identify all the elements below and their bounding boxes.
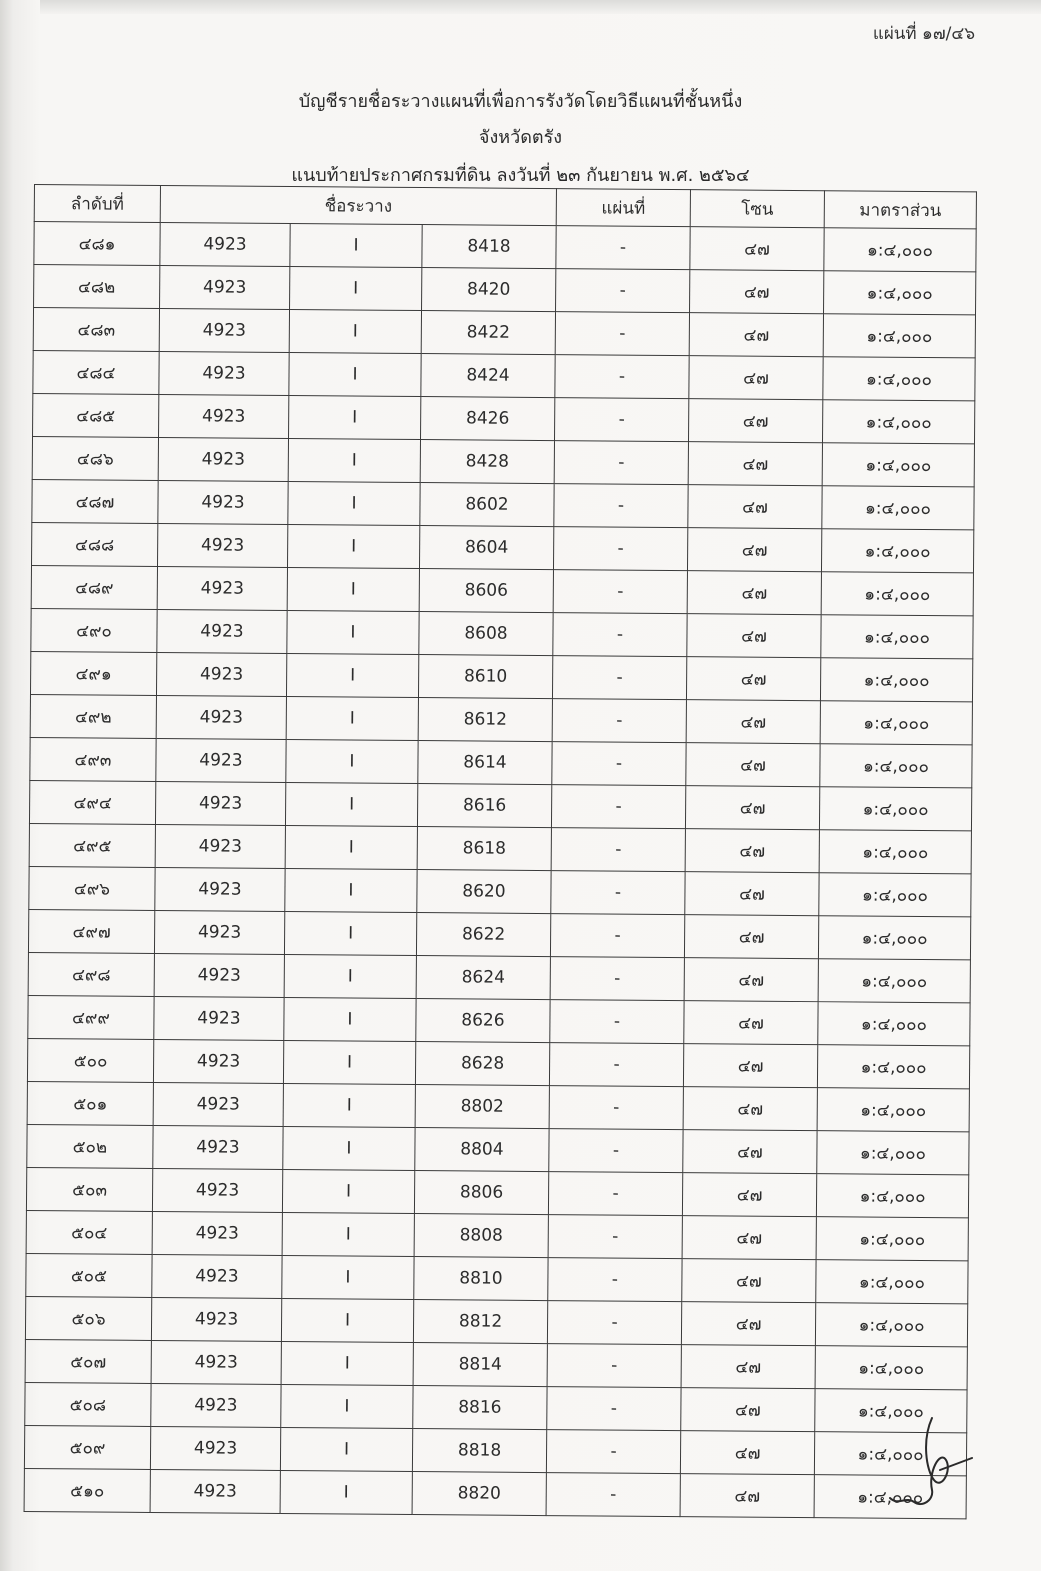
cell-seq: ๕๐๓	[26, 1167, 152, 1211]
cell-sheet-name-b: I	[290, 267, 422, 311]
cell-sheet-name-c: 8604	[419, 526, 553, 570]
cell-sheet-name-c: 8418	[422, 225, 556, 269]
cell-sheet-name-c: 8614	[418, 741, 552, 785]
cell-sheet-name-c: 8618	[417, 827, 551, 871]
cell-zone: ๔๗	[682, 1216, 816, 1260]
table-row	[26, 1167, 968, 1217]
cell-sheet: -	[555, 398, 689, 442]
cell-sheet-name-b: I	[284, 954, 416, 998]
cell-sheet: -	[555, 355, 689, 399]
cell-sheet: -	[552, 656, 686, 700]
province-title: จังหวัดตรัง	[478, 127, 563, 148]
cell-sheet-name-a: 4923	[150, 1426, 280, 1470]
cell-sheet-name-c: 8426	[421, 397, 555, 441]
cell-sheet: -	[555, 312, 689, 356]
header-scale: มาตราส่วน	[824, 191, 976, 229]
cell-sheet-name-a: 4923	[154, 910, 284, 954]
cell-sheet-name-b: I	[285, 868, 417, 912]
cell-sheet: -	[554, 441, 688, 485]
cell-sheet: -	[554, 484, 688, 528]
cell-seq: ๔๘๖	[32, 436, 158, 480]
cell-sheet-name-b: I	[286, 739, 418, 783]
cell-sheet-name-c: 8816	[413, 1386, 547, 1430]
cell-zone: ๔๗	[682, 1259, 816, 1303]
cell-zone: ๔๗	[690, 270, 824, 314]
sheet-number: แผ่นที่ ๑๗/๔๖	[872, 24, 975, 44]
cell-sheet: -	[549, 1043, 683, 1087]
cell-seq: ๔๙๑	[30, 651, 156, 695]
cell-sheet-name-a: 4923	[155, 781, 285, 825]
cell-zone: ๔๗	[681, 1302, 815, 1346]
header-sheet: แผ่นที่	[556, 189, 690, 227]
cell-scale: ๑:๔,๐๐๐	[821, 572, 973, 616]
cell-scale: ๑:๔,๐๐๐	[819, 873, 971, 917]
table-row	[34, 222, 976, 272]
cell-sheet-name-a: 4923	[151, 1383, 281, 1427]
cell-sheet-name-b: I	[282, 1255, 414, 1299]
table-row	[31, 565, 973, 615]
cell-sheet-name-b: I	[287, 568, 419, 612]
cell-sheet-name-a: 4923	[160, 265, 290, 309]
table-row	[27, 1081, 969, 1131]
table-row	[29, 866, 971, 916]
table-row	[28, 952, 970, 1002]
cell-seq: ๕๐๕	[26, 1253, 152, 1297]
cell-zone: ๔๗	[683, 1130, 817, 1174]
cell-scale: ๑:๔,๐๐๐	[817, 1088, 969, 1132]
cell-sheet-name-c: 8606	[419, 569, 553, 613]
table-row	[26, 1210, 968, 1260]
cell-sheet-name-a: 4923	[156, 738, 286, 782]
table-row	[34, 265, 976, 315]
cell-sheet-name-c: 8624	[416, 956, 550, 1000]
cell-scale: ๑:๔,๐๐๐	[814, 1475, 966, 1519]
table-row	[27, 1124, 969, 1174]
table-row	[32, 436, 974, 486]
cell-seq: ๕๐๔	[26, 1210, 152, 1254]
cell-scale: ๑:๔,๐๐๐	[815, 1346, 967, 1390]
cell-seq: ๕๐๒	[27, 1124, 153, 1168]
cell-zone: ๔๗	[681, 1345, 815, 1389]
cell-scale: ๑:๔,๐๐๐	[816, 1260, 968, 1304]
cell-seq: ๔๘๔	[33, 350, 159, 394]
cell-zone: ๔๗	[683, 1044, 817, 1088]
cell-scale: ๑:๔,๐๐๐	[819, 830, 971, 874]
cell-sheet-name-a: 4923	[151, 1340, 281, 1384]
cell-sheet-name-c: 8616	[417, 784, 551, 828]
cell-zone: ๔๗	[687, 571, 821, 615]
cell-sheet-name-c: 8626	[416, 999, 550, 1043]
cell-seq: ๔๘๑	[34, 222, 160, 266]
cell-sheet-name-b: I	[281, 1384, 413, 1428]
cell-zone: ๔๗	[680, 1431, 814, 1475]
cell-sheet: -	[548, 1215, 682, 1259]
cell-sheet-name-a: 4923	[156, 695, 286, 739]
cell-sheet: -	[556, 226, 690, 270]
cell-sheet-name-a: 4923	[154, 953, 284, 997]
cell-sheet-name-c: 8422	[421, 311, 555, 355]
cell-zone: ๔๗	[683, 1087, 817, 1131]
cell-sheet-name-c: 8420	[422, 268, 556, 312]
cell-seq: ๕๐๘	[25, 1382, 151, 1426]
cell-scale: ๑:๔,๐๐๐	[820, 744, 972, 788]
table-row	[33, 350, 975, 400]
cell-scale: ๑:๔,๐๐๐	[815, 1389, 967, 1433]
table-row	[33, 393, 975, 443]
cell-seq: ๔๘๕	[33, 393, 159, 437]
cell-zone: ๔๗	[685, 872, 819, 916]
cell-scale: ๑:๔,๐๐๐	[817, 1131, 969, 1175]
cell-zone: ๔๗	[688, 485, 822, 529]
cell-sheet-name-a: 4923	[153, 1082, 283, 1126]
cell-scale: ๑:๔,๐๐๐	[816, 1174, 968, 1218]
cell-sheet-name-c: 8602	[420, 483, 554, 527]
cell-seq: ๕๑๐	[24, 1468, 150, 1512]
cell-sheet-name-b: I	[288, 482, 420, 526]
cell-seq: ๕๐๙	[24, 1425, 150, 1469]
cell-sheet-name-c: 8810	[414, 1257, 548, 1301]
cell-seq: ๔๙๖	[29, 866, 155, 910]
cell-sheet-name-b: I	[284, 911, 416, 955]
cell-zone: ๔๗	[686, 657, 820, 701]
cell-sheet-name-b: I	[287, 525, 419, 569]
cell-scale: ๑:๔,๐๐๐	[819, 787, 971, 831]
cell-seq: ๕๐๗	[25, 1339, 151, 1383]
table-row	[31, 608, 973, 658]
table-row	[29, 780, 971, 830]
map-sheet-table	[24, 184, 977, 1519]
cell-scale: ๑:๔,๐๐๐	[814, 1432, 966, 1476]
cell-sheet-name-a: 4923	[159, 308, 289, 352]
cell-sheet-name-c: 8608	[419, 612, 553, 656]
cell-zone: ๔๗	[685, 786, 819, 830]
cell-sheet-name-c: 8806	[414, 1171, 548, 1215]
cell-seq: ๔๙๘	[28, 952, 154, 996]
cell-zone: ๔๗	[689, 313, 823, 357]
cell-sheet-name-a: 4923	[152, 1254, 282, 1298]
cell-sheet-name-a: 4923	[158, 437, 288, 481]
cell-sheet-name-a: 4923	[152, 1168, 282, 1212]
cell-sheet-name-b: I	[280, 1427, 412, 1471]
cell-sheet-name-a: 4923	[159, 394, 289, 438]
cell-sheet-name-b: I	[283, 1040, 415, 1084]
cell-seq: ๔๙๒	[30, 694, 156, 738]
cell-sheet-name-a: 4923	[150, 1469, 280, 1513]
cell-seq: ๔๘๗	[32, 479, 158, 523]
cell-zone: ๔๗	[680, 1474, 814, 1518]
table-row	[32, 522, 974, 572]
cell-sheet-name-b: I	[289, 353, 421, 397]
cell-sheet-name-c: 8424	[421, 354, 555, 398]
cell-sheet-name-a: 4923	[156, 652, 286, 696]
cell-sheet: -	[556, 269, 690, 313]
cell-sheet-name-b: I	[286, 696, 418, 740]
cell-sheet: -	[553, 613, 687, 657]
announcement-reference: แนบท้ายประกาศกรมที่ดิน ลงวันที่ ๒๓ กันยายน พ.ศ. ๒๕๖๔	[291, 165, 750, 186]
cell-sheet-name-c: 8628	[415, 1042, 549, 1086]
cell-scale: ๑:๔,๐๐๐	[816, 1217, 968, 1261]
cell-zone: ๔๗	[690, 227, 824, 271]
cell-sheet: -	[552, 699, 686, 743]
cell-zone: ๔๗	[687, 528, 821, 572]
cell-seq: ๔๙๕	[29, 823, 155, 867]
cell-seq: ๔๙๙	[28, 995, 154, 1039]
cell-sheet-name-a: 4923	[159, 351, 289, 395]
table-row	[30, 737, 972, 787]
cell-seq: ๔๘๓	[33, 308, 159, 352]
cell-seq: ๕๐๑	[27, 1081, 153, 1125]
cell-sheet-name-a: 4923	[154, 996, 284, 1040]
cell-sheet: -	[551, 871, 685, 915]
cell-sheet-name-b: I	[284, 997, 416, 1041]
header-seq: ลำดับที่	[34, 185, 160, 223]
table-row	[30, 651, 972, 701]
cell-scale: ๑:๔,๐๐๐	[824, 271, 976, 315]
cell-sheet: -	[547, 1387, 681, 1431]
header-zone: โซน	[690, 190, 824, 228]
cell-seq: ๕๐๖	[25, 1296, 151, 1340]
cell-sheet-name-a: 4923	[158, 480, 288, 524]
cell-seq: ๔๙๗	[28, 909, 154, 953]
cell-scale: ๑:๔,๐๐๐	[822, 486, 974, 530]
cell-sheet-name-b: I	[287, 611, 419, 655]
page-top-strip	[40, 0, 1041, 14]
cell-scale: ๑:๔,๐๐๐	[822, 443, 974, 487]
cell-sheet-name-b: I	[281, 1298, 413, 1342]
cell-sheet: -	[547, 1301, 681, 1345]
cell-sheet: -	[546, 1473, 680, 1517]
cell-sheet-name-b: I	[289, 396, 421, 440]
cell-zone: ๔๗	[684, 915, 818, 959]
cell-scale: ๑:๔,๐๐๐	[817, 1045, 969, 1089]
cell-scale: ๑:๔,๐๐๐	[818, 959, 970, 1003]
cell-sheet-name-c: 8818	[412, 1429, 546, 1473]
cell-scale: ๑:๔,๐๐๐	[821, 529, 973, 573]
cell-sheet-name-b: I	[281, 1341, 413, 1385]
cell-zone: ๔๗	[688, 442, 822, 486]
cell-zone: ๔๗	[685, 829, 819, 873]
cell-scale: ๑:๔,๐๐๐	[815, 1303, 967, 1347]
cell-zone: ๔๗	[682, 1173, 816, 1217]
cell-sheet-name-b: I	[288, 439, 420, 483]
handwritten-signature	[862, 1410, 982, 1520]
cell-seq: ๔๘๙	[31, 565, 157, 609]
cell-sheet-name-b: I	[282, 1212, 414, 1256]
cell-scale: ๑:๔,๐๐๐	[818, 1002, 970, 1046]
cell-scale: ๑:๔,๐๐๐	[820, 701, 972, 745]
cell-sheet-name-a: 4923	[153, 1125, 283, 1169]
cell-sheet-name-c: 8808	[414, 1214, 548, 1258]
cell-seq: ๔๙๔	[29, 780, 155, 824]
table-row	[25, 1339, 967, 1389]
cell-sheet: -	[550, 957, 684, 1001]
cell-zone: ๔๗	[686, 700, 820, 744]
table-row	[33, 308, 975, 358]
cell-sheet-name-b: I	[286, 654, 418, 698]
cell-sheet-name-a: 4923	[153, 1039, 283, 1083]
cell-sheet-name-c: 8622	[416, 913, 550, 957]
table-row	[28, 909, 970, 959]
cell-sheet-name-a: 4923	[160, 222, 290, 266]
cell-sheet-name-a: 4923	[157, 566, 287, 610]
cell-zone: ๔๗	[684, 958, 818, 1002]
cell-sheet: -	[548, 1258, 682, 1302]
cell-scale: ๑:๔,๐๐๐	[823, 400, 975, 444]
cell-zone: ๔๗	[689, 356, 823, 400]
table-row	[26, 1253, 968, 1303]
cell-sheet: -	[554, 527, 688, 571]
cell-sheet-name-a: 4923	[155, 867, 285, 911]
cell-sheet-name-b: I	[285, 782, 417, 826]
cell-scale: ๑:๔,๐๐๐	[824, 228, 976, 272]
cell-seq: ๕๐๐	[27, 1038, 153, 1082]
table-row	[25, 1296, 967, 1346]
cell-sheet-name-c: 8610	[418, 655, 552, 699]
cell-scale: ๑:๔,๐๐๐	[821, 615, 973, 659]
cell-scale: ๑:๔,๐๐๐	[820, 658, 972, 702]
cell-seq: ๔๙๓	[30, 737, 156, 781]
cell-seq: ๔๘๒	[34, 265, 160, 309]
cell-sheet-name-c: 8814	[413, 1343, 547, 1387]
cell-zone: ๔๗	[684, 1001, 818, 1045]
cell-sheet: -	[553, 570, 687, 614]
cell-seq: ๔๙๐	[31, 608, 157, 652]
cell-sheet-name-b: I	[289, 310, 421, 354]
table-row	[32, 479, 974, 529]
cell-sheet-name-b: I	[282, 1169, 414, 1213]
table-row	[25, 1382, 967, 1432]
cell-sheet-name-c: 8620	[417, 870, 551, 914]
cell-sheet-name-a: 4923	[151, 1297, 281, 1341]
cell-sheet: -	[549, 1086, 683, 1130]
cell-sheet: -	[546, 1430, 680, 1474]
table-row	[29, 823, 971, 873]
table-row	[24, 1468, 966, 1518]
cell-sheet-name-c: 8428	[420, 440, 554, 484]
page-binding-edge	[0, 0, 14, 1571]
cell-sheet-name-c: 8802	[415, 1085, 549, 1129]
cell-scale: ๑:๔,๐๐๐	[823, 314, 975, 358]
table-row	[24, 1425, 966, 1475]
cell-sheet-name-a: 4923	[157, 609, 287, 653]
cell-zone: ๔๗	[681, 1388, 815, 1432]
cell-sheet-name-c: 8820	[412, 1472, 546, 1516]
cell-seq: ๔๘๘	[32, 522, 158, 566]
header-sheet-name: ชื่อระวาง	[160, 185, 556, 225]
cell-scale: ๑:๔,๐๐๐	[818, 916, 970, 960]
cell-sheet-name-b: I	[283, 1126, 415, 1170]
cell-scale: ๑:๔,๐๐๐	[823, 357, 975, 401]
cell-sheet: -	[551, 828, 685, 872]
cell-sheet-name-b: I	[280, 1470, 412, 1514]
table-row	[30, 694, 972, 744]
cell-sheet: -	[549, 1129, 683, 1173]
cell-sheet-name-a: 4923	[152, 1211, 282, 1255]
table-body	[24, 222, 976, 1519]
cell-sheet: -	[550, 914, 684, 958]
cell-zone: ๔๗	[686, 743, 820, 787]
cell-sheet-name-a: 4923	[157, 523, 287, 567]
cell-sheet-name-c: 8804	[415, 1128, 549, 1172]
cell-zone: ๔๗	[689, 399, 823, 443]
cell-sheet-name-b: I	[290, 224, 422, 268]
cell-sheet-name-c: 8812	[413, 1300, 547, 1344]
table-row	[28, 995, 970, 1045]
cell-sheet: -	[551, 785, 685, 829]
cell-sheet: -	[550, 1000, 684, 1044]
cell-sheet: -	[547, 1344, 681, 1388]
cell-sheet-name-c: 8612	[418, 698, 552, 742]
table-row	[27, 1038, 969, 1088]
cell-sheet-name-b: I	[283, 1083, 415, 1127]
cell-sheet-name-b: I	[285, 825, 417, 869]
document-title: บัญชีรายชื่อระวางแผนที่เพื่อการรังวัดโดยวิธีแผนที่ชั้นหนึ่ง	[298, 91, 743, 112]
cell-sheet: -	[552, 742, 686, 786]
cell-sheet: -	[548, 1172, 682, 1216]
cell-zone: ๔๗	[687, 614, 821, 658]
cell-sheet-name-a: 4923	[155, 824, 285, 868]
